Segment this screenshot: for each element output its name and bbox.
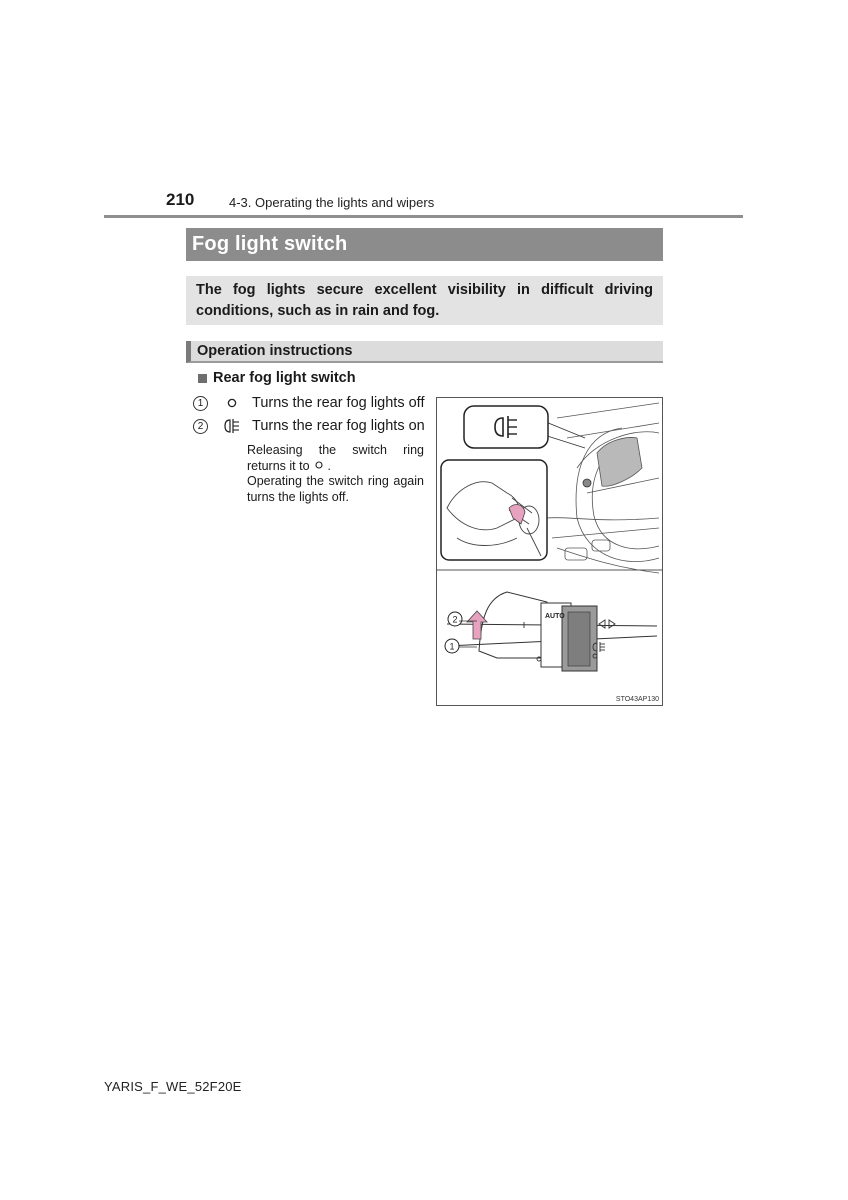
item-text: Turns the rear fog lights off [252, 395, 425, 411]
section-header: 4-3. Operating the lights and wipers [229, 195, 435, 210]
item-text: Turns the rear fog lights on [252, 418, 425, 434]
rear-fog-light-icon [218, 418, 246, 434]
note-releasing [247, 443, 424, 474]
subheading-label: Rear fog light switch [213, 370, 356, 386]
intro-text: The fog lights secure excellent visibility in difficult driving conditions, such as in rain and fog. [196, 282, 653, 319]
item-number: 1 [193, 396, 208, 411]
page-title: Fog light switch [192, 233, 348, 255]
subheading [198, 370, 356, 386]
note-releasing-end: . [327, 458, 332, 473]
list-item-on [193, 418, 425, 434]
page-number: 210 [166, 190, 195, 209]
square-bullet-icon [198, 374, 207, 383]
off-circle-icon [314, 459, 324, 475]
intro-box [186, 276, 663, 325]
note-releasing-text: Releasing the switch ring returns it to [247, 443, 424, 473]
fog-switch-illustration [437, 398, 662, 705]
fog-switch-figure [436, 397, 663, 706]
list-item-off [193, 395, 424, 411]
operation-heading-label: Operation instructions [197, 343, 353, 359]
operation-heading [186, 341, 663, 363]
header-rule [104, 215, 743, 218]
document-id: YARIS_F_WE_52F20E [104, 1079, 242, 1094]
item-number: 2 [193, 419, 208, 434]
figure-callout: 1 [449, 641, 455, 652]
title-bar [186, 228, 663, 261]
switch-auto-label: AUTO [545, 613, 565, 620]
off-circle-icon [218, 397, 246, 409]
figure-callout: 2 [452, 614, 458, 625]
figure-code: STO43AP130 [615, 696, 659, 703]
note-operating [247, 474, 424, 505]
note-operating-text: Operating the switch ring again turns the lights off. [247, 474, 424, 504]
